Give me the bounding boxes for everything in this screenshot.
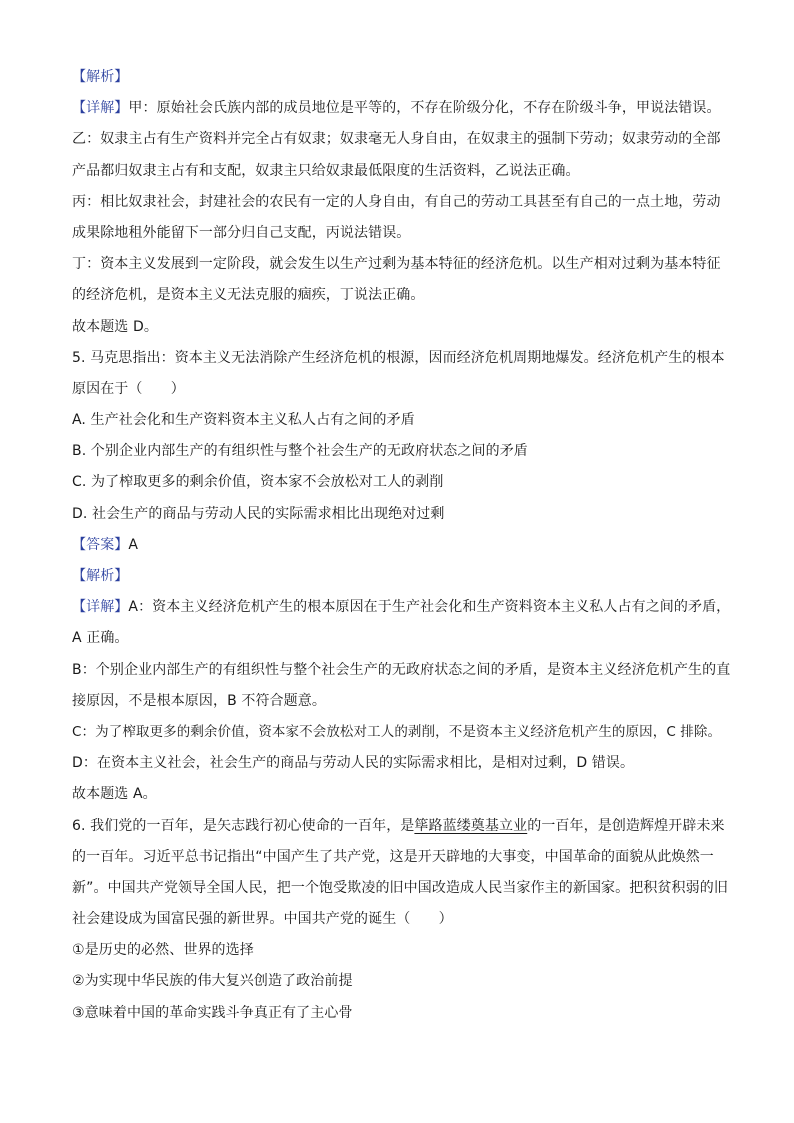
q5-detail-c: C：为了榨取更多的剩余价值，资本家不会放松对工人的剥削，不是资本主义经济危机产生的原因，C 排除。 [72, 723, 722, 740]
q5-detail-a-line-2: A 正确。 [72, 630, 129, 647]
q6-stem-line-1 [72, 811, 732, 842]
q5-conclusion: 故本题选 A。 [72, 786, 157, 803]
q4-detail-line-7: 的经济危机，是资本主义无法克服的痼疾，丁说法正确。 [72, 287, 425, 304]
q6-stem-line-4: 社会建设成为国富民强的新世界。中国共产党的诞生（ ） [72, 911, 453, 928]
detail-tag: 【详解】 [72, 100, 129, 117]
q5-stem-line-2: 原因在于（ ） [72, 380, 185, 397]
document-page [72, 62, 732, 1029]
q4-detail-line-5: 成果除地租外能留下一部分归自己支配，丙说法错误。 [72, 224, 411, 241]
q5-option-d: D. 社会生产的商品与劳动人民的实际需求相比出现绝对过剩 [72, 505, 445, 522]
q4-detail-line-4: 丙：相比奴隶社会，封建社会的农民有一定的人身自由，有自己的劳动工具甚至有自己的一点土地，劳动 [72, 193, 721, 210]
q6-stem-line-3: 新”。中国共产党领导全国人民，把一个饱受欺凌的旧中国改造成人民当家作主的新国家。把积贫积弱的旧 [72, 879, 728, 896]
q5-option-a: A. 生产社会化和生产资料资本主义私人占有之间的矛盾 [72, 412, 415, 429]
q6-option-1: ①是历史的必然、世界的选择 [72, 942, 254, 959]
q4-detail-line-2: 乙：奴隶主占有生产资料并完全占有奴隶；奴隶毫无人身自由，在奴隶主的强制下劳动；奴隶劳动的全部 [72, 131, 721, 148]
q6-stem-text: 6. 我们党的一百年，是矢志践行初心使命的一百年，是 [72, 817, 415, 834]
detail-tag: 【详解】 [72, 599, 129, 616]
answer-value: A [128, 536, 139, 553]
q4-detail-line-6: 丁：资本主义发展到一定阶段，就会发生以生产过剩为基本特征的经济危机。以生产相对过剩为基本特征 [72, 256, 721, 273]
analysis-tag: 【解析】 [72, 568, 129, 584]
detail-text: 甲：原始社会氏族内部的成员地位是平等的，不存在阶级分化，不存在阶级斗争，甲说法错误。 [128, 100, 721, 117]
q5-analysis-heading [72, 561, 732, 592]
q5-option-c: C. 为了榨取更多的剩余价值，资本家不会放松对工人的剥削 [72, 474, 444, 491]
q4-analysis-heading [72, 62, 732, 93]
q4-conclusion: 故本题选 D。 [72, 318, 158, 335]
q5-detail-a-line-1 [72, 592, 732, 623]
q6-option-3: ③意味着中国的革命实践斗争真正有了主心骨 [72, 1004, 353, 1021]
analysis-tag: 【解析】 [72, 69, 129, 85]
answer-tag: 【答案】 [72, 536, 129, 553]
q5-detail-d: D：在资本主义社会，社会生产的商品与劳动人民的实际需求相比，是相对过剩，D 错误。 [72, 755, 635, 772]
q6-stem-text: 的一百年，是创造辉煌开辟未来 [527, 817, 725, 834]
q5-option-b: B. 个别企业内部生产的有组织性与整个社会生产的无政府状态之间的矛盾 [72, 443, 528, 460]
q4-detail-line-3: 产品都归奴隶主占有和支配，奴隶主只给奴隶最低限度的生活资料，乙说法正确。 [72, 162, 580, 179]
q5-stem-line-1: 5. 马克思指出：资本主义无法消除产生经济危机的根源，因而经济危机周期地爆发。经济危机产生的根本 [72, 349, 725, 366]
q6-underlined-phrase: 筚路蓝缕奠基立业 [414, 817, 528, 834]
q6-stem-line-2: 的一百年。习近平总书记指出“中国产生了共产党，这是开天辟地的大事变，中国革命的面貌从此焕然一 [72, 848, 714, 865]
q6-option-2: ②为实现中华民族的伟大复兴创造了政治前提 [72, 973, 353, 990]
q5-detail-b-line-2: 接原因，不是根本原因，B 不符合题意。 [72, 692, 326, 709]
q5-answer [72, 530, 732, 561]
q5-detail-b-line-1: B：个别企业内部生产的有组织性与整个社会生产的无政府状态之间的矛盾，是资本主义经济危机产生的直 [72, 661, 731, 678]
q4-detail-line-1 [72, 93, 732, 124]
detail-text: A：资本主义经济危机产生的根本原因在于生产社会化和生产资料资本主义私人占有之间的矛盾， [128, 599, 731, 616]
